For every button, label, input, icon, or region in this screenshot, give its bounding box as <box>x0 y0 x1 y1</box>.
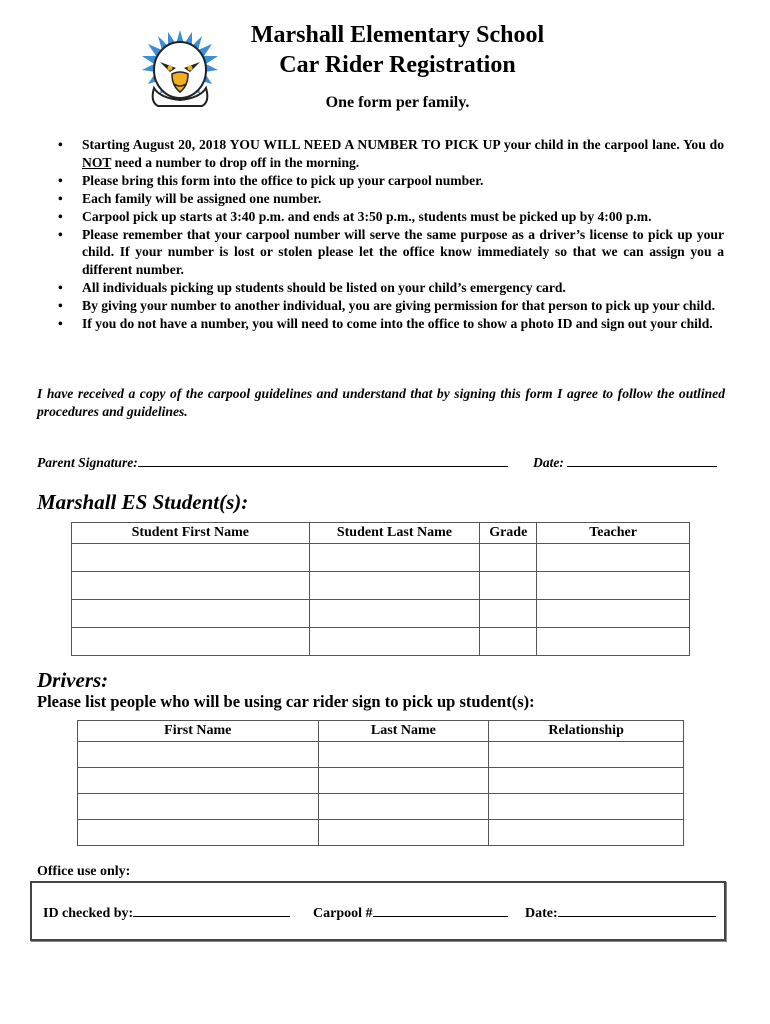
table-cell-input[interactable] <box>318 794 489 820</box>
parent-signature-field[interactable] <box>138 452 508 467</box>
signature-date-field[interactable] <box>567 452 717 467</box>
form-subtitle: One form per family. <box>325 94 470 111</box>
id-checked-field[interactable] <box>133 902 290 917</box>
carpool-number-field[interactable] <box>373 902 508 917</box>
table-cell-input[interactable] <box>537 572 690 600</box>
table-cell-input[interactable] <box>537 628 690 656</box>
office-date-line <box>525 902 716 922</box>
column-header: Last Name <box>318 721 489 742</box>
office-date-field[interactable] <box>558 902 716 917</box>
table-cell-input[interactable] <box>78 768 319 794</box>
rule-item: • Starting August 20, 2018 YOU WILL NEED A NUMBER TO PICK UP your child in the carpool lane. You do NOT need a number to drop off in the morning. <box>56 136 724 172</box>
students-table <box>71 522 690 656</box>
table-row <box>72 628 690 656</box>
table-row <box>72 572 690 600</box>
column-header: Grade <box>480 523 537 544</box>
drivers-heading: Drivers: <box>37 668 109 692</box>
rule-item: • All individuals picking up students should be listed on your child’s emergency card. <box>56 279 724 297</box>
signature-date-line <box>533 452 717 471</box>
table-row <box>78 794 684 820</box>
table-cell-input[interactable] <box>318 742 489 768</box>
table-row <box>72 600 690 628</box>
column-header: Relationship <box>489 721 684 742</box>
carpool-rules-list <box>56 136 724 333</box>
table-cell-input[interactable] <box>489 742 684 768</box>
table-row <box>78 768 684 794</box>
table-cell-input[interactable] <box>480 572 537 600</box>
carpool-number-line <box>313 902 508 922</box>
table-cell-input[interactable] <box>72 544 310 572</box>
carpool-number-label: Carpool # <box>313 906 373 921</box>
table-cell-input[interactable] <box>72 600 310 628</box>
table-cell-input[interactable] <box>318 768 489 794</box>
drivers-table <box>77 720 684 846</box>
table-cell-input[interactable] <box>537 544 690 572</box>
id-checked-line <box>43 902 290 922</box>
column-header: Student First Name <box>72 523 310 544</box>
column-header: First Name <box>78 721 319 742</box>
office-date-label: Date: <box>525 906 558 921</box>
rule-item: • If you do not have a number, you will need to come into the office to show a photo ID and sign out your child. <box>56 315 724 333</box>
rule-item: • Carpool pick up starts at 3:40 p.m. and ends at 3:50 p.m., students must be picked up by 4:00 p.m. <box>56 208 724 226</box>
column-header: Teacher <box>537 523 690 544</box>
rule-item: • By giving your number to another individual, you are giving permission for that person to pick up your child. <box>56 297 724 315</box>
office-use-label: Office use only: <box>37 864 131 879</box>
table-cell-input[interactable] <box>480 628 537 656</box>
table-cell-input[interactable] <box>309 600 480 628</box>
rule-item: • Please remember that your carpool number will serve the same purpose as a driver’s license to pick up your child. If your number is lost or stolen please let the office know immediately so that we can assign you a different number. <box>56 226 724 280</box>
rule-item: • Please bring this form into the office to pick up your carpool number. <box>56 172 724 190</box>
parent-signature-label: Parent Signature: <box>37 455 138 470</box>
table-cell-input[interactable] <box>480 544 537 572</box>
table-row <box>78 820 684 846</box>
table-cell-input[interactable] <box>309 572 480 600</box>
table-cell-input[interactable] <box>318 820 489 846</box>
column-header: Student Last Name <box>309 523 480 544</box>
table-cell-input[interactable] <box>72 628 310 656</box>
table-cell-input[interactable] <box>489 768 684 794</box>
form-title: Car Rider Registration <box>279 52 516 78</box>
rule-item: • Each family will be assigned one number. <box>56 190 724 208</box>
agreement-statement: I have received a copy of the carpool guidelines and understand that by signing this form I agree to follow the outlined procedures and guidelines. <box>37 386 725 419</box>
table-cell-input[interactable] <box>72 572 310 600</box>
parent-signature-line <box>37 452 508 471</box>
school-name: Marshall Elementary School <box>250 22 545 48</box>
table-cell-input[interactable] <box>78 820 319 846</box>
drivers-instructions: Please list people who will be using car rider sign to pick up student(s): <box>37 692 535 711</box>
id-checked-label: ID checked by: <box>43 906 134 921</box>
table-cell-input[interactable] <box>480 600 537 628</box>
table-cell-input[interactable] <box>78 742 319 768</box>
table-cell-input[interactable] <box>309 544 480 572</box>
table-cell-input[interactable] <box>309 628 480 656</box>
table-row <box>72 544 690 572</box>
students-heading: Marshall ES Student(s): <box>37 490 249 514</box>
table-cell-input[interactable] <box>537 600 690 628</box>
table-cell-input[interactable] <box>489 820 684 846</box>
signature-date-label: Date: <box>533 455 564 470</box>
table-cell-input[interactable] <box>78 794 319 820</box>
table-row <box>78 742 684 768</box>
table-cell-input[interactable] <box>489 794 684 820</box>
